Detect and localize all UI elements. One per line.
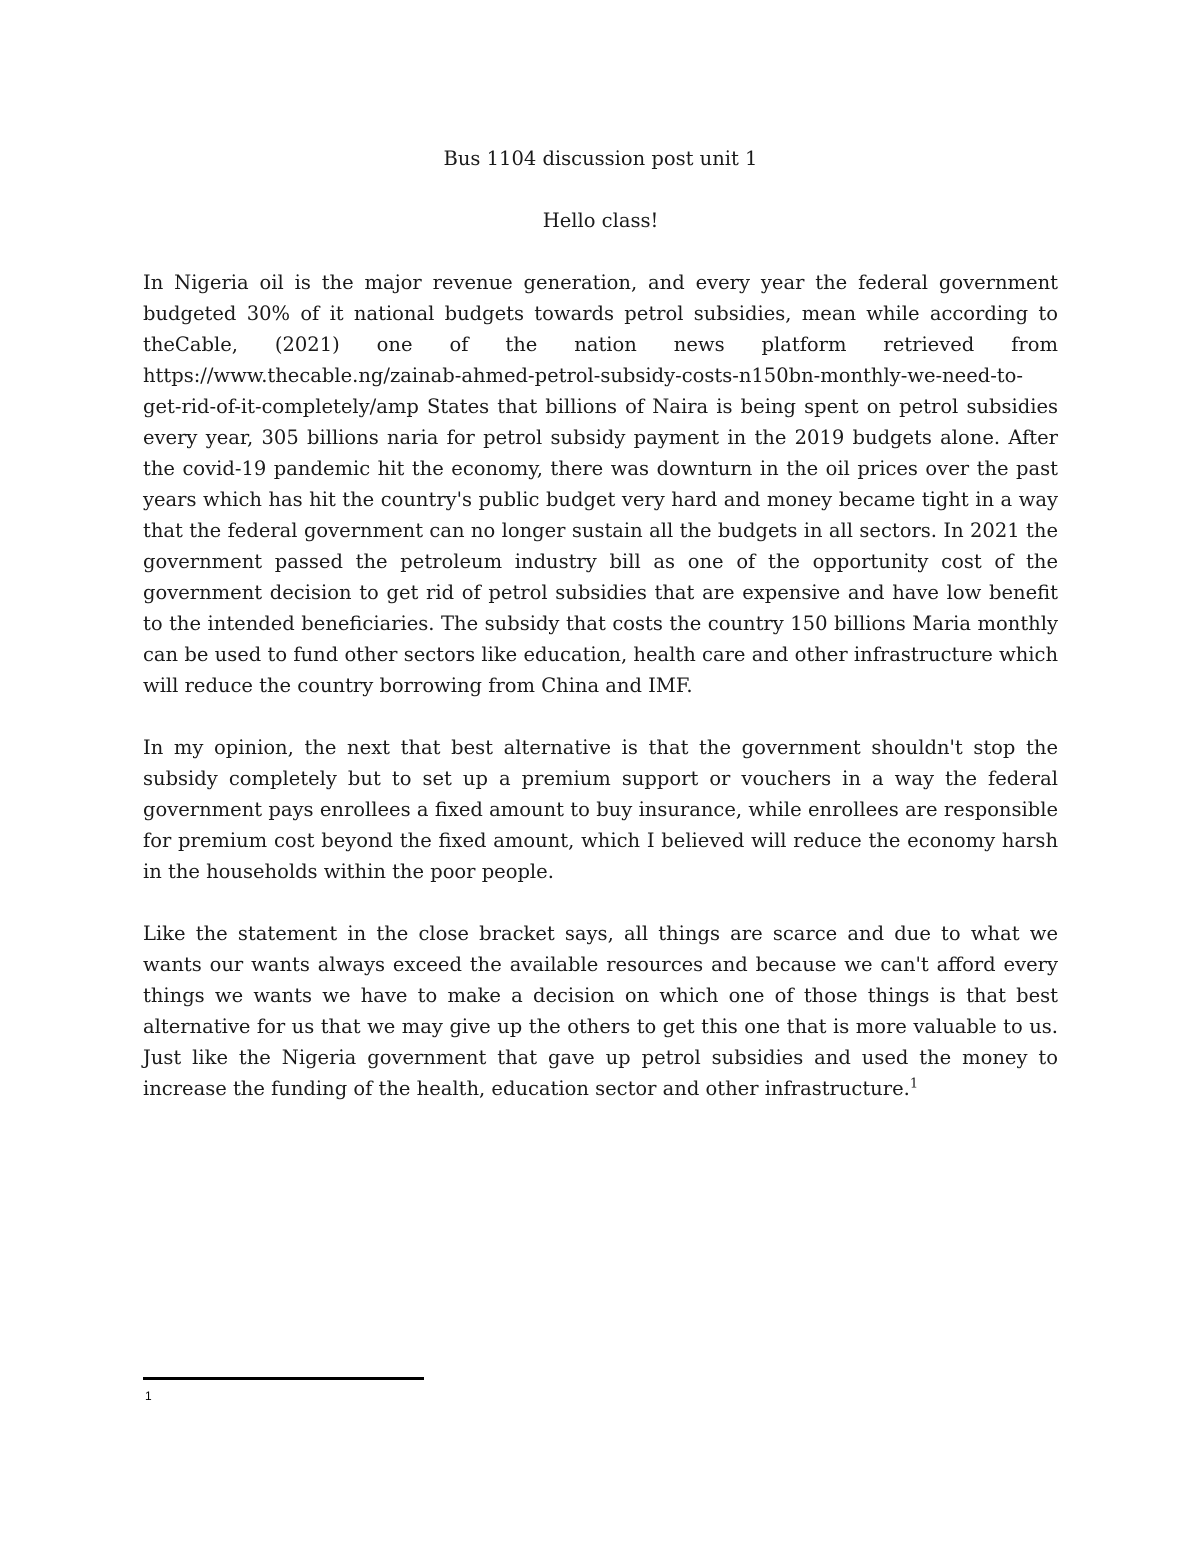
footnote-number: 1 bbox=[145, 1389, 152, 1403]
greeting-line: Hello class! bbox=[542, 209, 659, 232]
paragraph-3 bbox=[143, 918, 1058, 1104]
document-body bbox=[143, 143, 1058, 1104]
paragraph-3-text: Like the statement in the close bracket says, all things are scarce and due to what we wants our wants always exceed the available resources and because we can't afford every things we wants we have to make a decision on which one of those things is that best alternative for us that we may give up the others to get this one that is more valuable to us. Just like the Nigeria government that gave up petrol subsidies and used the money to increase the funding of the health, education sector and other infrastructure. bbox=[143, 922, 1058, 1100]
footnote-separator bbox=[143, 1377, 424, 1380]
document-title: Bus 1104 discussion post unit 1 bbox=[443, 147, 758, 170]
paragraph-1: In Nigeria oil is the major revenue generation, and every year the federal government budgeted 30% of it national budgets towards petrol subsidies, mean while according to theCable, (2021) one of the nation news platform retrieved from https://www.thecable.ng/zainab-ahmed-petrol-subsidy-costs-n150bn-monthly-we-need-to-get-rid-of-it-completely/amp States that billions of Naira is being spent on petrol subsidies every year, 305 billions naria for petrol subsidy payment in the 2019 budgets alone. After the covid-19 pandemic hit the economy, there was downturn in the oil prices over the past years which has hit the country's public budget very hard and money became tight in a way that the federal government can no longer sustain all the budgets in all sectors. In 2021 the government passed the petroleum industry bill as one of the opportunity cost of the government decision to get rid of petrol subsidies that are expensive and have low benefit to the intended beneficiaries. The subsidy that costs the country 150 billions Maria monthly can be used to fund other sectors like education, health care and other infrastructure which will reduce the country borrowing from China and IMF. bbox=[143, 271, 1058, 697]
paragraph-2: In my opinion, the next that best alternative is that the government shouldn't stop the subsidy completely but to set up a premium support or vouchers in a way the federal government pays enrollees a fixed amount to buy insurance, while enrollees are responsible for premium cost beyond the fixed amount, which I believed will reduce the economy harsh in the households within the poor people. bbox=[143, 736, 1058, 883]
footnote-reference[interactable]: 1 bbox=[909, 1076, 919, 1092]
